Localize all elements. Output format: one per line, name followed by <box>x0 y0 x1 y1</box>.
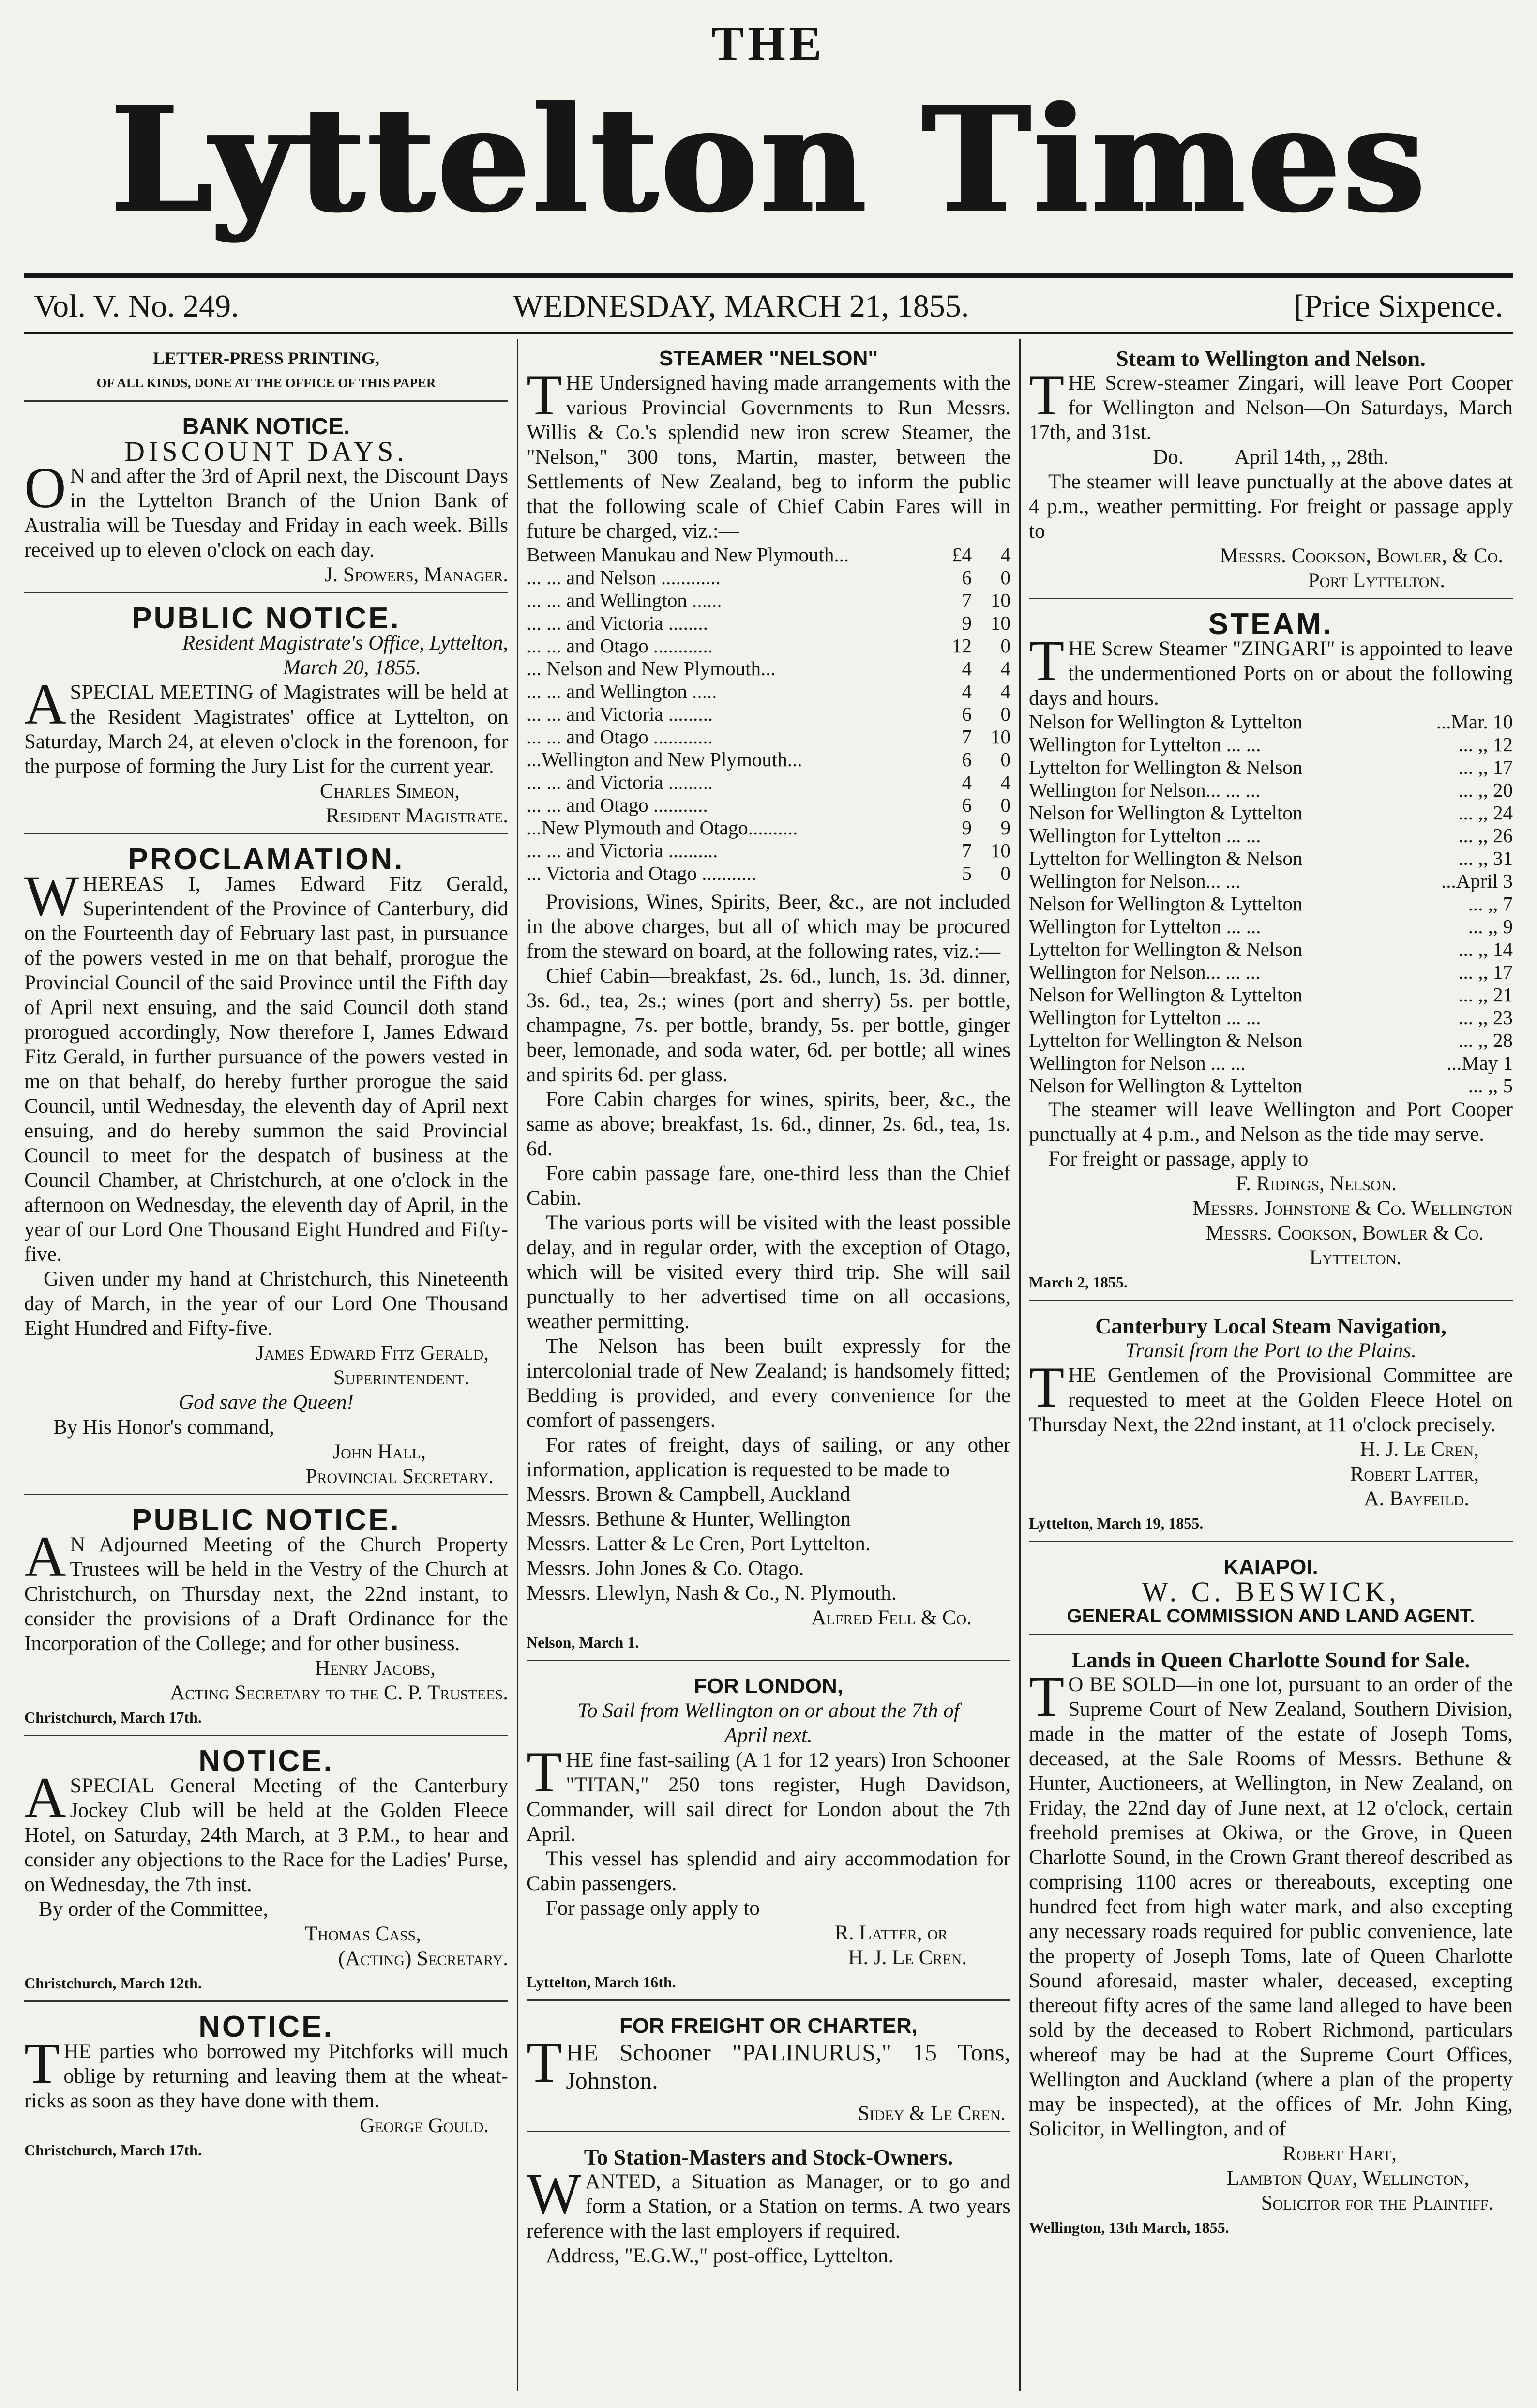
steam-body: THE Screw Steamer "ZINGARI" is appointed to leave the undermentioned Ports on or about the following days and hours. <box>1029 628 1513 710</box>
schedule-route: Wellington for Lyttelton ... ... <box>1029 1006 1261 1029</box>
fare-route: ... Victoria and Otago ........... <box>527 862 757 884</box>
freight-title: FOR FREIGHT OR CHARTER, <box>619 2014 918 2038</box>
kaiapoi-title: KAIAPOI. <box>1223 1555 1318 1579</box>
nelson-p2: Chief Cabin—breakfast, 2s. 6d., lunch, 1s. 3d. dinner, 3s. 6d., tea, 2s.; wines (port and sherry) 5s. per bottle, champagne, 7s. per bottle, brandy, 5s. per bottle, ginger beer, lemonade, and soda water, 6d. per bottle; all wines and spirits 6d. per glass. <box>527 965 1010 1086</box>
fare-row <box>527 794 1010 817</box>
public-notice-church <box>24 1503 508 1736</box>
schedule-route: Wellington for Lyttelton ... ... <box>1029 824 1261 847</box>
nelson-p3: Fore Cabin charges for wines, spirits, beer, &c., the same as above; breakfast, 1s. 6d., dinner, 2s. 6d., tea, 1s. 6d. <box>527 1088 1010 1160</box>
schedule-row <box>1029 893 1513 915</box>
church-foot: Christchurch, March 17th. <box>24 1709 202 1726</box>
station-address: Address, "E.G.W.," post-office, Lyttelton. <box>546 2244 894 2267</box>
schedule-row <box>1029 938 1513 961</box>
schedule-route: Nelson for Wellington & Lyttelton <box>1029 984 1303 1006</box>
fare-row <box>527 566 1010 589</box>
proclamation-given: Given under my hand at Christchurch, this Nineteenth day of March, in the year of our Lord One Thousand Eight Hundred and Fifty-five. <box>24 1268 508 1340</box>
schedule-row <box>1029 1006 1513 1029</box>
schedule-date: ... ,, 9 <box>1468 915 1513 938</box>
proclamation-sig2: Superintendent. <box>333 1366 469 1389</box>
church-sig2: Acting Secretary to the C. P. Trustees. <box>170 1681 508 1704</box>
fare-shillings: 10 <box>991 726 1010 748</box>
fare-pounds: 6 <box>962 703 972 725</box>
freight-charter-ad <box>527 2014 1010 2132</box>
canterbury-title: Canterbury Local Steam Navigation, <box>1095 1314 1447 1338</box>
column-rule-2 <box>1019 339 1021 2391</box>
kaiapoi-sub: GENERAL COMMISSION AND LAND AGENT. <box>1067 1605 1475 1627</box>
london-sig2: H. J. Le Cren. <box>848 1946 967 1969</box>
public-notice-place: Resident Magistrate's Office, Lyttelton, <box>182 632 508 654</box>
station-masters-ad <box>527 2145 1010 2273</box>
steamwn-sig2: Port Lyttelton. <box>1308 569 1445 592</box>
public-notice-sig2: Resident Magistrate. <box>326 804 508 827</box>
station-body: WANTED, a Situation as Manager, or to go and form a Station, or a Station on terms. A two years reference with the last employers if required. <box>527 2161 1010 2242</box>
schedule-table <box>1029 711 1513 1097</box>
bank-body: ON and after the 3rd of April next, the Discount Days in the Lyttelton Branch of the Union Bank of Australia will be Tuesday and Friday in each week. Bills received up to eleven o'clock on each day. <box>24 455 508 561</box>
schedule-date: ...April 3 <box>1441 870 1513 892</box>
fare-row <box>527 612 1010 635</box>
schedule-row <box>1029 711 1513 733</box>
price: [Price Sixpence. <box>1294 288 1503 324</box>
steamwn-do: Do. April 14th, ,, 28th. <box>1153 446 1389 469</box>
steam-sig4: Lyttelton. <box>1309 1246 1401 1269</box>
volume-number: Vol. V. No. 249. <box>34 288 239 324</box>
london-p2: This vessel has splendid and airy accommodation for Cabin passengers. <box>527 1848 1010 1895</box>
fare-row <box>527 839 1010 862</box>
proclamation <box>24 843 508 1495</box>
schedule-date: ...Mar. 10 <box>1436 711 1513 733</box>
schedule-route: Wellington for Nelson... ... ... <box>1029 779 1261 801</box>
steamwn-title: Steam to Wellington and Nelson. <box>1116 346 1426 371</box>
schedule-date: ... ,, 14 <box>1458 938 1513 960</box>
fare-pounds: 6 <box>962 794 972 816</box>
proclamation-god: God save the Queen! <box>179 1391 354 1414</box>
notice-sig1: Thomas Cass, <box>305 1923 421 1945</box>
public-notice-body-2: AN Adjourned Meeting of the Church Property Trustees will be held in the Vestry of the Church at Christchurch, on Thursday next, the 22nd instant, to consider the provisions of a Draft Ordinance for the Incorporation of the College; and for other business. <box>24 1524 508 1655</box>
fare-route: ... ... and Otago ............ <box>527 726 713 748</box>
schedule-row <box>1029 756 1513 779</box>
fare-shillings: 0 <box>1000 635 1010 657</box>
fare-row <box>527 544 1010 566</box>
bank-title: BANK NOTICE. <box>182 414 350 439</box>
fare-shillings: 0 <box>1000 566 1010 589</box>
schedule-route: Lyttelton for Wellington & Nelson <box>1029 847 1303 869</box>
nelson-agents <box>527 1482 1010 1605</box>
fare-row <box>527 589 1010 612</box>
schedule-date: ... ,, 26 <box>1458 824 1513 847</box>
printing-sub: OF ALL KINDS, DONE AT THE OFFICE OF THIS PAPER <box>96 376 436 390</box>
fare-pounds: 7 <box>962 589 972 611</box>
public-notice-title-1: PUBLIC NOTICE. <box>132 602 401 635</box>
steam-p3: For freight or passage, apply to <box>1048 1148 1309 1170</box>
dateline <box>24 273 1513 334</box>
fare-route: ... ... and Wellington ...... <box>527 589 722 611</box>
steamwn-sig1: Messrs. Cookson, Bowler, & Co. <box>1220 545 1503 567</box>
public-notice-sig1: Charles Simeon, <box>319 780 460 803</box>
schedule-row <box>1029 779 1513 802</box>
fare-pounds: £4 <box>952 544 972 566</box>
fare-pounds: 9 <box>962 612 972 634</box>
agent-4: Messrs. John Jones & Co. Otago. <box>527 1557 804 1580</box>
fare-route: Between Manukau and New Plymouth... <box>527 544 849 566</box>
fare-pounds: 6 <box>962 748 972 771</box>
proclamation-body: WHEREAS I, James Edward Fitz Gerald, Superintendent of the Province of Canterbury, did on the Fourteenth day of February last past, in pursuance of the powers vested in me on that behalf, prorogue the Provincial Council of the said Province until the Fifth day of April next ensuing, and the said Council doth stand prorogued accordingly, Now therefore I, James Edward Fitz Gerald, in further pursuance of the powers vested in me on that behalf, do hereby further prorogue the said Council, until Wednesday, the eleventh day of April next ensuing, and do hereby summon the said Provincial Council to meet for the despatch of business at the Council Chamber, at Christchurch, at one o'clock in the afternoon on Wednesday, the eleventh day of April, in the year of our Lord One Thousand Eight Hundred and Fifty-five. <box>24 863 508 1266</box>
lands-sig1: Robert Hart, <box>1282 2142 1397 2165</box>
fare-row <box>527 726 1010 748</box>
column-1 <box>24 346 508 2180</box>
canterbury-foot: Lyttelton, March 19, 1855. <box>1029 1514 1204 1532</box>
notice-title-1: NOTICE. <box>198 1744 334 1778</box>
london-p3: For passage only apply to <box>546 1897 760 1920</box>
schedule-route: Lyttelton for Wellington & Nelson <box>1029 1029 1303 1051</box>
notice-pitchforks <box>24 2010 508 2167</box>
schedule-row <box>1029 847 1513 870</box>
fare-shillings: 0 <box>1000 862 1010 884</box>
issue-date: WEDNESDAY, MARCH 21, 1855. <box>513 288 969 324</box>
steam-wellington-nelson-ad <box>1029 346 1513 599</box>
agent-3: Messrs. Latter & Le Cren, Port Lyttelton. <box>527 1532 871 1555</box>
fare-shillings: 0 <box>1000 748 1010 771</box>
proclamation-sig1: James Edward Fitz Gerald, <box>256 1342 489 1364</box>
notice-foot-2: Christchurch, March 17th. <box>24 2141 202 2159</box>
fare-shillings: 4 <box>1000 771 1010 793</box>
fare-route: ... ... and Wellington ..... <box>527 680 717 702</box>
notice-jockey-club <box>24 1744 508 2002</box>
fare-row <box>527 748 1010 771</box>
schedule-row <box>1029 1052 1513 1075</box>
steam-sig1: F. Ridings, Nelson. <box>1236 1172 1397 1195</box>
steamwn-p2: The steamer will leave punctually at the above dates at 4 p.m., weather permitting. For freight or passage apply to <box>1029 470 1513 543</box>
fare-pounds: 9 <box>962 817 972 839</box>
agent-2: Messrs. Bethune & Hunter, Wellington <box>527 1508 851 1530</box>
schedule-route: Lyttelton for Wellington & Nelson <box>1029 938 1303 960</box>
nelson-intro: THE Undersigned having made arrangements with the various Provincial Governments to Run Messrs. Willis & Co.'s splendid new iron screw Steamer, the "Nelson," 300 tons, Martin, master, between the Settlements of New Zealand, beg to inform the public that the following scale of Chief Cabin Fares will in future be charged, viz.:— <box>527 363 1010 543</box>
schedule-route: Lyttelton for Wellington & Nelson <box>1029 756 1303 778</box>
lands-sig2: Lambton Quay, Wellington, <box>1226 2167 1469 2190</box>
fare-shillings: 0 <box>1000 703 1010 725</box>
notice-body-1: ASPECIAL General Meeting of the Canterbury Jockey Club will be held at the Golden Fleece Hotel, on Saturday, 24th March, at 3 P.M., to hear and consider any objections to the Race for the Ladies' Purse, on Wednesday, the 7th inst. <box>24 1765 508 1896</box>
fares-table <box>527 544 1010 885</box>
public-notice-body-1: ASPECIAL MEETING of Magistrates will be held at the Resident Magistrates' office at Lyttelton, on Saturday, March 24, at eleven o'clock in the forenoon, for the purpose of forming the Jury List for the current year. <box>24 672 508 778</box>
lands-title: Lands in Queen Charlotte Sound for Sale. <box>1071 1648 1470 1672</box>
schedule-date: ... ,, 28 <box>1458 1029 1513 1051</box>
fare-pounds: 12 <box>952 635 972 657</box>
fare-route: ... ... and Nelson ............ <box>527 566 721 589</box>
proclamation-by: By His Honor's command, <box>53 1416 274 1439</box>
canterbury-sig2: Robert Latter, <box>1350 1463 1479 1485</box>
kaiapoi-ad <box>1029 1555 1513 1635</box>
nelson-p4: Fore cabin passage fare, one-third less than the Chief Cabin. <box>527 1162 1010 1210</box>
fare-shillings: 4 <box>1000 657 1010 680</box>
schedule-route: Nelson for Wellington & Lyttelton <box>1029 1075 1303 1097</box>
column-rule-1 <box>517 339 518 2391</box>
fare-pounds: 4 <box>962 771 972 793</box>
kaiapoi-name: W. C. BESWICK, <box>1142 1576 1400 1607</box>
london-title: FOR LONDON, <box>694 1674 843 1698</box>
canterbury-sub: Transit from the Port to the Plains. <box>1125 1339 1416 1362</box>
fare-row <box>527 817 1010 839</box>
fare-shillings: 4 <box>1000 544 1010 566</box>
canterbury-body: THE Gentlemen of the Provisional Committee are requested to meet at the Golden Fleece Hotel on Thursday Next, the 22nd instant, at 11 o'clock precisely. <box>1029 1355 1513 1436</box>
agent-1: Messrs. Brown & Campbell, Auckland <box>527 1483 850 1506</box>
schedule-row <box>1029 961 1513 984</box>
nelson-p6: The Nelson has been built expressly for the intercolonial trade of New Zealand; is handsomely fitted; Bedding is provided, and every convenience for the comfort of passengers. <box>527 1335 1010 1432</box>
schedule-row <box>1029 870 1513 893</box>
fare-route: ... Nelson and New Plymouth... <box>527 657 776 680</box>
agent-5: Messrs. Llewlyn, Nash & Co., N. Plymouth. <box>527 1582 897 1605</box>
printing-ad <box>24 346 508 402</box>
nelson-p5: The various ports will be visited with the least possible delay, and in regular order, with the exception of Otago, which will be visited every third trip. She will sail punctually to her advertised time on all occasions, weather permitting. <box>527 1212 1010 1333</box>
fare-route: ... ... and Otago ............ <box>527 635 713 657</box>
london-body: THE fine fast-sailing (A 1 for 12 years) Iron Schooner "TITAN," 250 tons register, Hugh Davidson, Commander, will sail direct for London about the 7th April. <box>527 1740 1010 1846</box>
schedule-date: ... ,, 7 <box>1468 893 1513 915</box>
nelson-signature: Alfred Fell & Co. <box>811 1606 972 1629</box>
steam-title: STEAM. <box>1208 607 1334 641</box>
bank-signature: J. Spowers, Manager. <box>324 563 508 586</box>
public-notice-magistrate <box>24 602 508 834</box>
schedule-date: ... ,, 31 <box>1458 847 1513 869</box>
fare-route: ... ... and Victoria ........ <box>527 612 708 634</box>
fare-shillings: 10 <box>991 589 1010 611</box>
canterbury-sig3: A. Bayfeild. <box>1364 1487 1469 1510</box>
fare-row <box>527 703 1010 726</box>
fare-pounds: 4 <box>962 657 972 680</box>
london-sig1: R. Latter, or <box>835 1922 948 1944</box>
fare-route: ... ... and Otago ........... <box>527 794 708 816</box>
schedule-date: ... ,, 5 <box>1468 1075 1513 1097</box>
schedule-date: ... ,, 12 <box>1458 733 1513 756</box>
lands-sale-ad <box>1029 1648 1513 2245</box>
steam-foot: March 2, 1855. <box>1029 1273 1128 1291</box>
schedule-route: Nelson for Wellington & Lyttelton <box>1029 802 1303 824</box>
fare-row <box>527 635 1010 657</box>
fare-shillings: 4 <box>1000 680 1010 702</box>
nelson-p7: For rates of freight, days of sailing, or any other information, application is requested to be made to <box>527 1434 1010 1481</box>
notice-foot-1: Christchurch, March 12th. <box>24 1974 202 1992</box>
bank-subtitle: DISCOUNT DAYS. <box>124 436 408 467</box>
schedule-row <box>1029 984 1513 1006</box>
schedule-route: Wellington for Lyttelton ... ... <box>1029 733 1261 756</box>
fare-pounds: 6 <box>962 566 972 589</box>
fare-route: ...New Plymouth and Otago.......... <box>527 817 798 839</box>
fare-shillings: 10 <box>991 612 1010 634</box>
schedule-route: Nelson for Wellington & Lyttelton <box>1029 893 1303 915</box>
fare-shillings: 9 <box>1000 817 1010 839</box>
notice-body-2: THE parties who borrowed my Pitchforks will much oblige by returning and leaving them at the wheat-ricks as soon as they have done with them. <box>24 2031 508 2112</box>
fare-pounds: 5 <box>962 862 972 884</box>
printing-title: LETTER-PRESS PRINTING, <box>152 348 380 368</box>
lands-sig3: Solicitor for the Plaintiff. <box>1261 2192 1493 2214</box>
schedule-date: ... ,, 17 <box>1458 961 1513 983</box>
steam-zingari-ad <box>1029 607 1513 1301</box>
schedule-row <box>1029 1029 1513 1052</box>
fare-row <box>527 771 1010 794</box>
fare-row <box>527 680 1010 703</box>
fare-pounds: 7 <box>962 839 972 862</box>
masthead-the: THE <box>711 16 826 70</box>
steam-sig2: Messrs. Johnstone & Co. Wellington <box>1192 1197 1513 1220</box>
london-sub1: To Sail from Wellington on or about the 7th of <box>577 1699 960 1722</box>
steam-p2: The steamer will leave Wellington and Port Cooper punctually at 4 p.m., and Nelson as the tide may serve. <box>1029 1098 1513 1146</box>
lands-foot: Wellington, 13th March, 1855. <box>1029 2219 1229 2236</box>
newspaper-title: Lyttelton Times <box>109 74 1428 245</box>
schedule-route: Wellington for Nelson ... ... <box>1029 1052 1246 1074</box>
schedule-date: ... ,, 20 <box>1458 779 1513 801</box>
schedule-date: ... ,, 24 <box>1458 802 1513 824</box>
masthead <box>0 0 1537 353</box>
schedule-route: Wellington for Nelson... ... <box>1029 870 1241 892</box>
schedule-route: Wellington for Nelson... ... ... <box>1029 961 1261 983</box>
station-title: To Station-Masters and Stock-Owners. <box>584 2145 953 2169</box>
fare-row <box>527 862 1010 885</box>
bank-notice <box>24 414 508 593</box>
fare-route: ...Wellington and New Plymouth... <box>527 748 802 771</box>
church-sig1: Henry Jacobs, <box>315 1657 436 1680</box>
notice-by: By order of the Committee, <box>39 1898 269 1921</box>
freight-body: THE Schooner "PALINURUS," 15 Tons, Johnston. <box>527 2030 1010 2094</box>
steam-sig3: Messrs. Cookson, Bowler & Co. <box>1205 1222 1484 1244</box>
schedule-route: Nelson for Wellington & Lyttelton <box>1029 711 1303 733</box>
proclamation-sig3: John Hall, <box>332 1440 426 1463</box>
schedule-row <box>1029 915 1513 938</box>
column-3 <box>1029 346 1513 2257</box>
nelson-p1: Provisions, Wines, Spirits, Beer, &c., are not included in the above charges, but all of which may be procured from the steward on board, at the following rates, viz.:— <box>527 891 1010 963</box>
public-notice-title-2: PUBLIC NOTICE. <box>132 1503 401 1537</box>
canterbury-sig1: H. J. Le Cren, <box>1360 1438 1479 1461</box>
notice-title-2: NOTICE. <box>198 2010 334 2044</box>
london-foot: Lyttelton, March 16th. <box>527 1973 676 1991</box>
schedule-row <box>1029 733 1513 756</box>
schedule-date: ... ,, 23 <box>1458 1006 1513 1029</box>
schedule-row <box>1029 1075 1513 1097</box>
public-notice-date: March 20, 1855. <box>283 656 421 679</box>
fare-shillings: 0 <box>1000 794 1010 816</box>
schedule-route: Wellington for Lyttelton ... ... <box>1029 915 1261 938</box>
schedule-date: ... ,, 17 <box>1458 756 1513 778</box>
nelson-foot: Nelson, March 1. <box>527 1634 639 1651</box>
notice-sig2: (Acting) Secretary. <box>338 1947 508 1970</box>
fare-pounds: 7 <box>962 726 972 748</box>
proclamation-title: PROCLAMATION. <box>128 843 405 876</box>
fare-route: ... ... and Victoria ......... <box>527 703 713 725</box>
fare-shillings: 10 <box>991 839 1010 862</box>
freight-sig: Sidey & Le Cren. <box>858 2102 1006 2125</box>
schedule-row <box>1029 802 1513 824</box>
for-london-ad <box>527 1674 1010 2001</box>
schedule-row <box>1029 824 1513 847</box>
column-2 <box>527 346 1010 2286</box>
fare-row <box>527 657 1010 680</box>
fare-pounds: 4 <box>962 680 972 702</box>
schedule-date: ...May 1 <box>1447 1052 1513 1074</box>
proclamation-sig4: Provincial Secretary. <box>305 1465 494 1488</box>
notice-sig-gould: George Gould. <box>360 2114 489 2137</box>
fare-route: ... ... and Victoria .......... <box>527 839 718 862</box>
london-sub2: April next. <box>724 1724 813 1747</box>
canterbury-steam-ad <box>1029 1314 1513 1542</box>
lands-body: TO BE SOLD—in one lot, pursuant to an order of the Supreme Court of New Zealand, Southern Division, made in the matter of the estate of Joseph Toms, deceased, at the Sale Rooms of Messrs. Bethune & Hunter, Auctioneers, at Wellington, in New Zealand, on Friday, the 22nd day of June next, at 12 o'clock, certain freehold premises at Okiwa, or the Grove, in Queen Charlotte Sound, in the Crown Grant thereof described as comprising 1100 acres or thereabouts, excepting one hundred feet from high water mark, and also excepting any necessary roads required for public convenience, late the property of Joseph Toms, late of Queen Charlotte Sound aforesaid, master whaler, deceased, excepting thereout fifty acres of the same land alleged to have been sold by the deceased to Robert Richmond, particulars whereof may be had at the Supreme Court Offices, Wellington and Auckland (where a plan of the property may be inspected), at the offices of Mr. John King, Solicitor, in Wellington, and of <box>1029 1664 1513 2140</box>
steamwn-body: THE Screw-steamer Zingari, will leave Port Cooper for Wellington and Nelson—On Saturdays, March 17th, and 31st. <box>1029 363 1513 444</box>
nelson-title: STEAMER "NELSON" <box>659 347 878 370</box>
schedule-date: ... ,, 21 <box>1458 984 1513 1006</box>
fare-route: ... ... and Victoria ......... <box>527 771 713 793</box>
steamer-nelson-ad <box>527 346 1010 1661</box>
